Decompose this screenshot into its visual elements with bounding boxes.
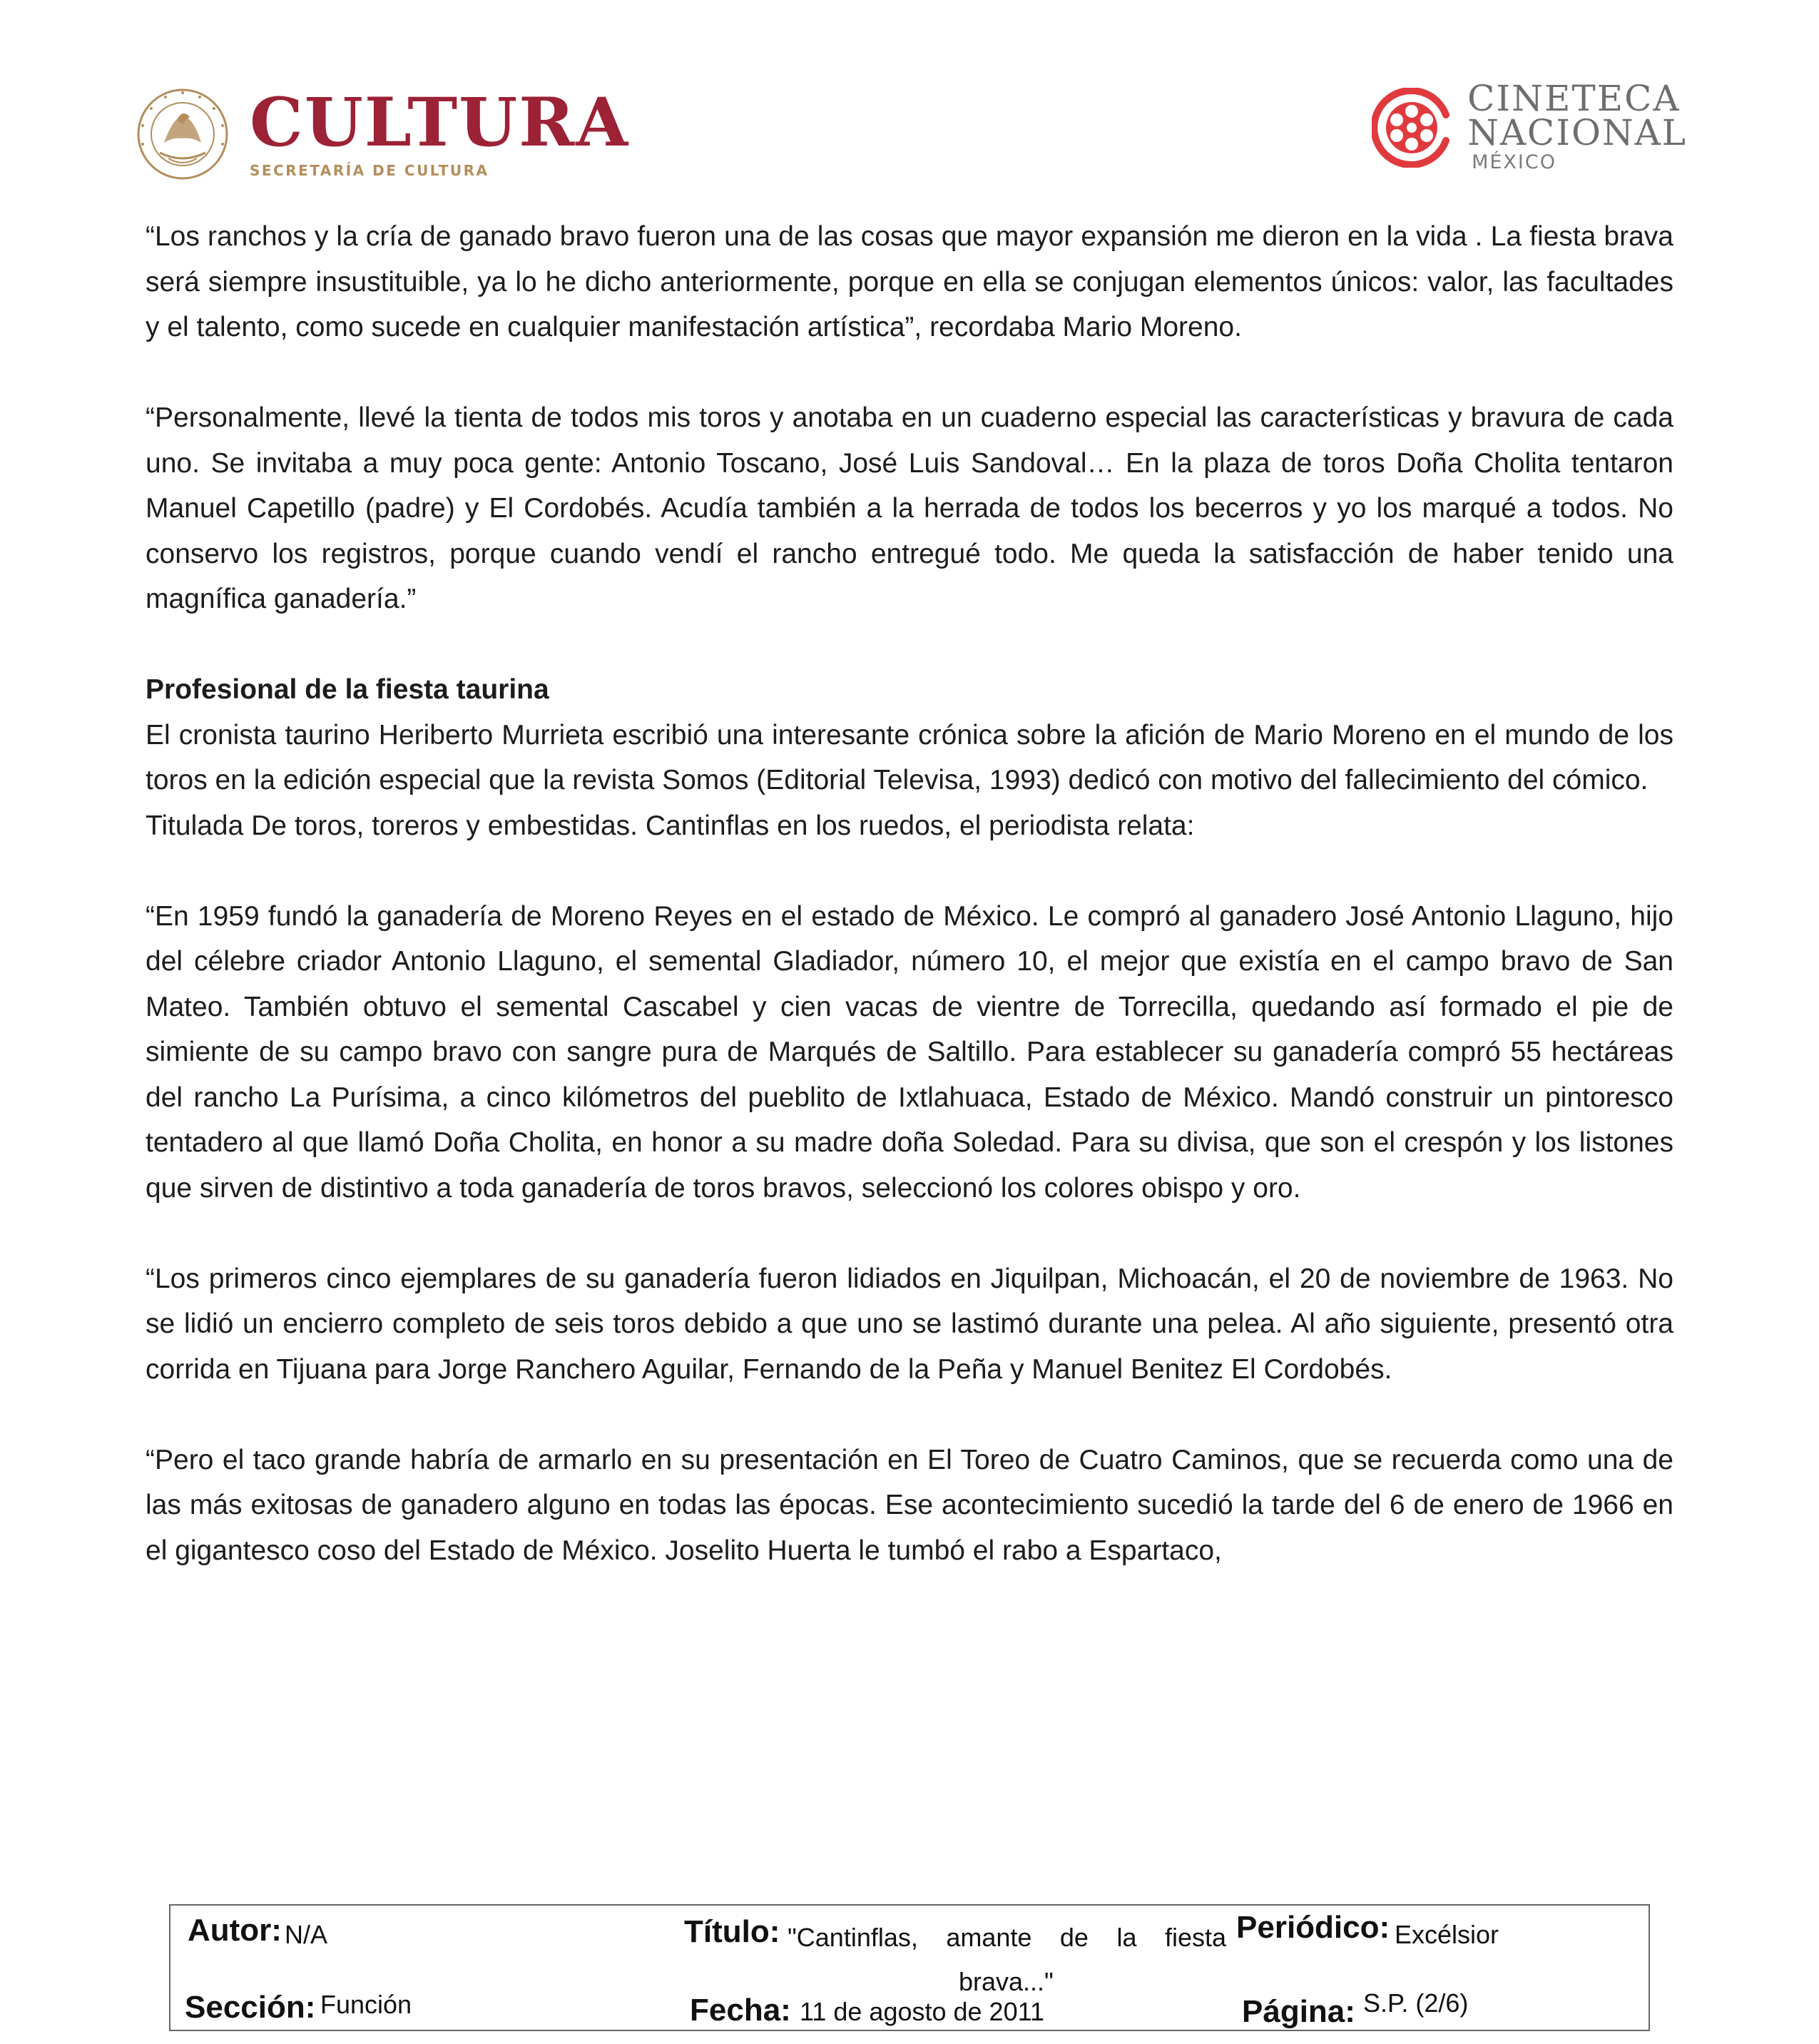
seccion-label: Sección: <box>185 1990 316 2025</box>
titulo-value <box>788 1916 1226 2004</box>
paragraph-1: “Los ranchos y la cría de ganado bravo fueron una de las cosas que mayor expansión me dieron en la vida . La fiesta brava será siempre insustituible, ya lo he dicho anteriormente, porque en ella se conjugan elementos únicos: valor, las facultades y el talento, como sucede en cualquier manifestación artística”, recordaba Mario Moreno. <box>146 221 1673 342</box>
cineteca-line1: CINETECA <box>1467 78 1681 119</box>
paragraph-5: “En 1959 fundó la ganadería de Moreno Reyes en el estado de México. Le compró al ganadero José Antonio Llaguno, hijo del célebre criador Antonio Llaguno, el semental Gladiador, número 10, el mejor que existía en el campo bravo de San Mateo. También obtuvo el semental Cascabel y cien vacas de vientre de Torrecilla, quedando así formado el pie de simiente de su campo bravo con sangre pura de Marqués de Saltillo. Para establecer su ganadería compró 55 hectáreas del rancho La Purísima, a cinco kilómetros del pueblito de Ixtlahuaca, Estado de México. Mandó construir un pintoresco tentadero al que llamó Doña Cholita, en honor a su madre doña Soledad. Para su divisa, que son el crespón y los listones que sirven de distintivo a toda ganadería de toros bravos, seleccionó los colores obispo y oro. <box>146 900 1673 1204</box>
film-reel-icon <box>1372 88 1452 168</box>
pagina-label: Página: <box>1242 1994 1355 2029</box>
source-info-box <box>169 1904 1650 2031</box>
periodico-value: Excélsior <box>1395 1920 1499 1949</box>
fecha-label: Fecha: <box>690 1993 791 2028</box>
cultura-logo <box>136 84 629 184</box>
titulo-value-line1: "Cantinflas, amante de la fiesta <box>788 1923 1226 1952</box>
titulo-label: Título: <box>684 1914 780 1949</box>
pagina-value: S.P. (2/6) <box>1363 1988 1469 2018</box>
paragraph-6: “Los primeros cinco ejemplares de su ganadería fueron lidiados en Jiquilpan, Michoacán, el 20 de noviembre de 1963. No se lidió un encierro completo de seis toros debido a que uno se lastimó durante una pelea. Al año siguiente, presentó otra corrida en Tijuana para Jorge Ranchero Aguilar, Fernando de la Peña y Manuel Benitez El Cordobés. <box>146 1263 1673 1385</box>
paragraph-2: “Personalmente, llevé la tienta de todos mis toros y anotaba en un cuaderno especial las características y bravura de cada uno. Se invitaba a muy poca gente: Antonio Toscano, José Luis Sandoval… En la plaza de toros Doña Cholita tentaron Manuel Capetillo (padre) y El Cordobés. Acudía también a la herrada de todos los becerros y yo los marqué a todos. No conservo los registros, porque cuando vendí el rancho entregué todo. Me queda la satisfacción de haber tenido una magnífica ganadería.” <box>146 402 1673 614</box>
cultura-subtitle: SECRETARÍA DE CULTURA <box>250 162 489 179</box>
cineteca-line3: MÉXICO <box>1472 151 1556 173</box>
mexican-seal-icon <box>136 87 230 181</box>
periodico-label: Periódico: <box>1236 1910 1390 1945</box>
autor-value: N/A <box>285 1920 328 1949</box>
cultura-wordmark: CULTURA <box>250 83 630 162</box>
cineteca-line2: NACIONAL <box>1467 112 1687 153</box>
fecha-value: 11 de agosto de 2011 <box>800 1997 1044 2026</box>
seccion-value: Función <box>320 1990 412 2019</box>
autor-label: Autor: <box>188 1913 282 1948</box>
article-body <box>146 214 1673 1619</box>
cineteca-logo <box>1372 78 1687 173</box>
section-title: Profesional de la fiesta taurina <box>146 674 549 705</box>
paragraph-7: “Pero el taco grande habría de armarlo en su presentación en El Toreo de Cuatro Caminos, que se recuerda como una de las más exitosas de ganadero alguno en todas las épocas. Ese acontecimiento sucedió la tarde del 6 de enero de 1966 en el gigantesco coso del Estado de México. Joselito Huerta le tumbó el rabo a Espartaco, <box>146 1444 1673 1566</box>
paragraph-3: El cronista taurino Heriberto Murrieta escribió una interesante crónica sobre la afición de Mario Moreno en el mundo de los toros en la edición especial que la revista Somos (Editorial Televisa, 1993) dedicó con motivo del fallecimiento del cómico. <box>146 719 1673 795</box>
titulo-value-line2: brava..." <box>959 1967 1054 1996</box>
paragraph-4: Titulada De toros, toreros y embestidas. Cantinflas en los ruedos, el periodista relata: <box>146 810 1195 841</box>
